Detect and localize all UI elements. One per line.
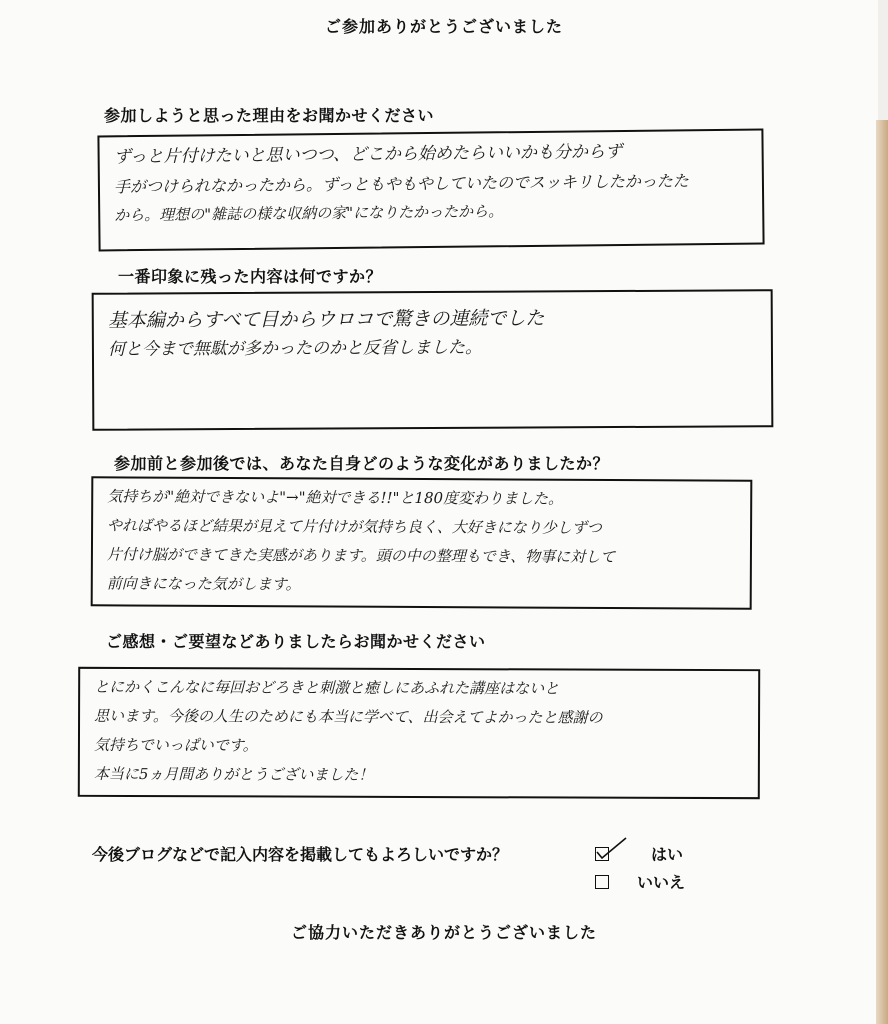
question-feedback: ご感想・ご要望などありましたらお聞かせください [106,632,486,651]
answer-line: 何と今まで無駄が多かったのかと反省しました。 [107,337,482,360]
consent-option-yes[interactable] [595,842,683,865]
answer-line: 基本編からすべて目からウロコで驚きの連続でした [107,307,545,332]
answer-box-impression [92,289,774,431]
answer-line: ずっと片付けたいと思いつつ、どこから始めたらいいかも分からず [113,141,623,168]
answer-feedback [94,673,748,791]
answer-line: 前向きになった気がします。 [106,574,301,594]
question-reason: 参加しようと思った理由をお聞かせください [104,106,435,125]
checkbox-no[interactable] [595,875,609,889]
page-title: ご参加ありがとうございました [324,17,563,36]
answer-line: 思います。今後の人生のためにも本当に学べて、出会えてよかったと感謝の [94,706,603,727]
answer-line: 気持ちが"絶対できないよ"→"絶対できる!!"と180度変わりました。 [107,487,564,508]
background-wood-edge [876,120,888,1024]
consent-question: 今後ブログなどで記入内容を掲載してもよろしいですか？ [92,845,509,864]
answer-box-change [91,476,753,609]
footer-thanks: ご協力いただきありがとうございました [290,923,597,942]
answer-line: 気持ちでいっぱいです。 [93,735,258,755]
answer-change [107,482,741,601]
answer-line: とにかくこんなに毎回おどろきと刺激と癒しにあふれた講座はないと [94,677,560,698]
answer-box-reason [97,129,764,252]
answer-line: から。理想の"雑誌の様な収納の家"になりたかったから。 [114,202,504,225]
answer-line: やればやるほど結果が見えて片付けが気持ち良く、大好きになり少しずつ [107,516,602,537]
consent-yes-label: はい [651,845,684,864]
answer-impression [108,303,761,364]
answer-line: 本当に5ヵ月間ありがとうございました！ [93,764,374,784]
question-change: 参加前と参加後では、あなた自身どのような変化がありましたか？ [114,454,610,473]
checkbox-yes[interactable] [595,847,609,861]
answer-line: 片付け脳ができてきた実感があります。頭の中の整理もでき、物事に対して [106,545,616,567]
check-mark-icon [594,836,628,862]
answer-line: 手がつけられなかったから。ずっともやもやしていたのでスッキリしたかったた [113,171,689,197]
answer-box-feedback [78,667,760,799]
consent-no-label: いいえ [637,873,686,892]
consent-option-no[interactable] [595,870,685,893]
answer-reason [113,137,752,231]
question-impression: 一番印象に残った内容は何ですか？ [118,267,383,286]
